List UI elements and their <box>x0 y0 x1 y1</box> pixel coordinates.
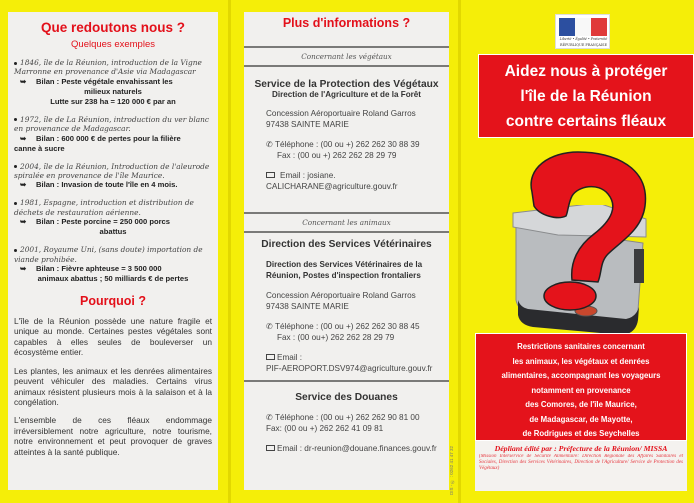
examples-subtitle: Quelques exemples <box>71 39 155 50</box>
service-title: Direction des Services Vétérinaires <box>261 239 432 250</box>
fold-line-2 <box>458 0 461 503</box>
publisher-details: (Mission Interservice de Sécurité Alimentaire: Direction Régionale des Affaires Sanitaires et Sociales, Direction des Services Vétérinaires, Direction de l'Agriculture/ Service de Protection des Végétaux) <box>479 454 683 471</box>
republique-francaise-logo: Liberté • Égalité • Fraternité RÉPUBLIQUE FRANÇAISE <box>555 14 610 49</box>
bullet-icon <box>14 202 17 205</box>
service-title: Service des Douanes <box>295 392 398 403</box>
email-link[interactable]: CALICHARANE@agriculture.gouv.fr <box>266 182 398 191</box>
plant-protection-section: Service de la Protection des Végétaux Direction de l'Agriculture et de la Forêt Concession Aéroportuaire Roland Garros 97438 SAINTE MARIE ✆ Téléphone : (00 ou +) 262 262 30 88 39 Fax : (00 ou +) 262 262 28 29 79 Email : josiane. CALICHARANE@agriculture.gouv.fr <box>244 67 449 192</box>
bullet-icon <box>14 62 17 65</box>
email-line: Email : josiane. <box>244 170 449 181</box>
middle-panel <box>244 12 449 490</box>
email-link[interactable]: PIF-AEROPORT.DSV974@agriculture.gouv.fr <box>266 364 433 373</box>
publisher-title: Dépliant édité par : Préfecture de la Réunion/ MISSA <box>494 444 668 453</box>
service-subtitle: Direction de l'Agriculture et de la Forêt <box>272 90 421 99</box>
why-paragraph: Les plantes, les animaux et les denrées alimentaires peuvent véhiculer des maladies. Certains virus animaux résistent plusieurs mois à la salaison et à la congélation. <box>14 365 212 407</box>
email-line: Email : <box>244 352 449 363</box>
bullet-icon <box>14 118 17 121</box>
restrictions-banner: Restrictions sanitaires concernant les animaux, les végétaux et denrées alimentaires, accompagnant les voyageurs notamment en provenance des Comores, de l'île Maurice, de Madagascar, de Mayotte, de Rodrigues et des Seychelles <box>475 333 687 441</box>
why-paragraph: L'île de la Réunion possède une nature fragile et unique au monde. Certaines pestes végétales sont capables à elles seules de bouleverser un écosystème entier. <box>14 316 212 358</box>
arrow-icon: ➥ <box>20 76 27 86</box>
email-icon <box>266 445 275 451</box>
phone-line: ✆ Téléphone : (00 ou +) 262 262 30 88 45 <box>266 322 420 331</box>
phone-icon: ✆ <box>266 322 275 331</box>
publisher-note <box>475 441 687 491</box>
example-item: 2001, Royaume Uni, (sans doute) importation de viande prohibée. ➥ Bilan : Fièvre aphteuse = 3 500 000 animaux abattus ; 50 milliards € de pertes <box>14 245 203 284</box>
hero-banner: Aidez nous à protéger l'île de la Réunion contre certains fléaux <box>478 54 694 138</box>
email-icon <box>266 172 275 178</box>
example-item: 1846, île de la Réunion, introduction de la Vigne Marronne en provenance d'Asie via Madagascar ➥ Bilan : Peste végétale envahissant les milieux naturels Lutte sur 238 ha = 120 000 € par an <box>14 58 202 106</box>
example-item: 2004, île de la Réunion, Introduction de l'aleurode spiralée en provenance de l'île Maurice. ➥ Bilan : Invasion de toute l'île en 4 mois. <box>14 161 210 190</box>
email-line[interactable]: Email : dr-reunion@douane.finances.gouv.fr <box>244 443 449 454</box>
fax-line: Fax : (00 ou +) 262 262 28 29 79 <box>277 151 397 160</box>
left-panel <box>8 12 218 490</box>
question-mark-icon <box>520 150 660 312</box>
threats-title: Que redoutons nous ? <box>41 20 185 35</box>
example-item: 1981, Espagne, introduction et distribution de déchets de restauration aérienne. ➥ Bilan : Peste porcine = 250 000 porcs abattus <box>14 198 194 237</box>
example-item: 1972, île de La Réunion, introduction du ver blanc en provenance de Madagascar. ➥ Bilan : 600 000 € de pertes pour la filière canne à sucre <box>14 114 210 153</box>
phone-line: ✆ Téléphone : (00 ou +) 262 262 90 81 00 <box>266 413 420 422</box>
why-paragraph: L'ensemble de ces fléaux endommage irréversiblement notre agriculture, notre tourisme, notre environnement et peut provoquer de graves atteintes à la santé publique. <box>14 415 212 457</box>
fax-line: Fax: (00 ou +) 262 262 41 09 81 <box>266 424 384 433</box>
concerning-animals-label: Concernant les animaux <box>302 218 391 227</box>
phone-icon: ✆ <box>266 413 275 422</box>
service-title: Service de la Protection des Végétaux <box>254 79 439 90</box>
phone-line: ✆ Téléphone : (00 ou +) 262 262 30 88 39 <box>266 140 420 149</box>
bullet-icon <box>14 249 17 252</box>
more-info-title: Plus d'informations ? <box>282 16 411 30</box>
phone-icon: ✆ <box>266 140 275 149</box>
fold-line-1 <box>228 0 231 503</box>
print-reference: DIS - ✆ : 0262 41 47 32 <box>449 445 454 495</box>
arrow-icon: ➥ <box>20 133 27 143</box>
service-subtitle: Direction des Services Vétérinaires de la Réunion, Postes d'inspection frontaliers <box>266 260 423 280</box>
bullet-icon <box>14 165 17 168</box>
arrow-icon: ➥ <box>20 180 27 190</box>
arrow-icon: ➥ <box>20 217 27 227</box>
concerning-plants-label: Concernant les végétaux <box>301 52 392 61</box>
veterinary-section: Direction des Services Vétérinaires Direction des Services Vétérinaires de la Réunion, Postes d'inspection frontaliers Concession Aéroportuaire Roland Garros 97438 SAINTE MARIE ✆ Téléphone : (00 ou +) 262 262 30 88 45 Fax : (00 ou+) 262 262 28 29 79 Email : PIF-AEROPORT.DSV974@agriculture.gouv.fr <box>244 233 449 374</box>
arrow-icon: ➥ <box>20 264 27 274</box>
fax-line: Fax : (00 ou+) 262 262 28 29 79 <box>277 333 395 342</box>
customs-section <box>244 382 449 454</box>
email-icon <box>266 354 275 360</box>
why-title: Pourquoi ? <box>80 294 146 309</box>
